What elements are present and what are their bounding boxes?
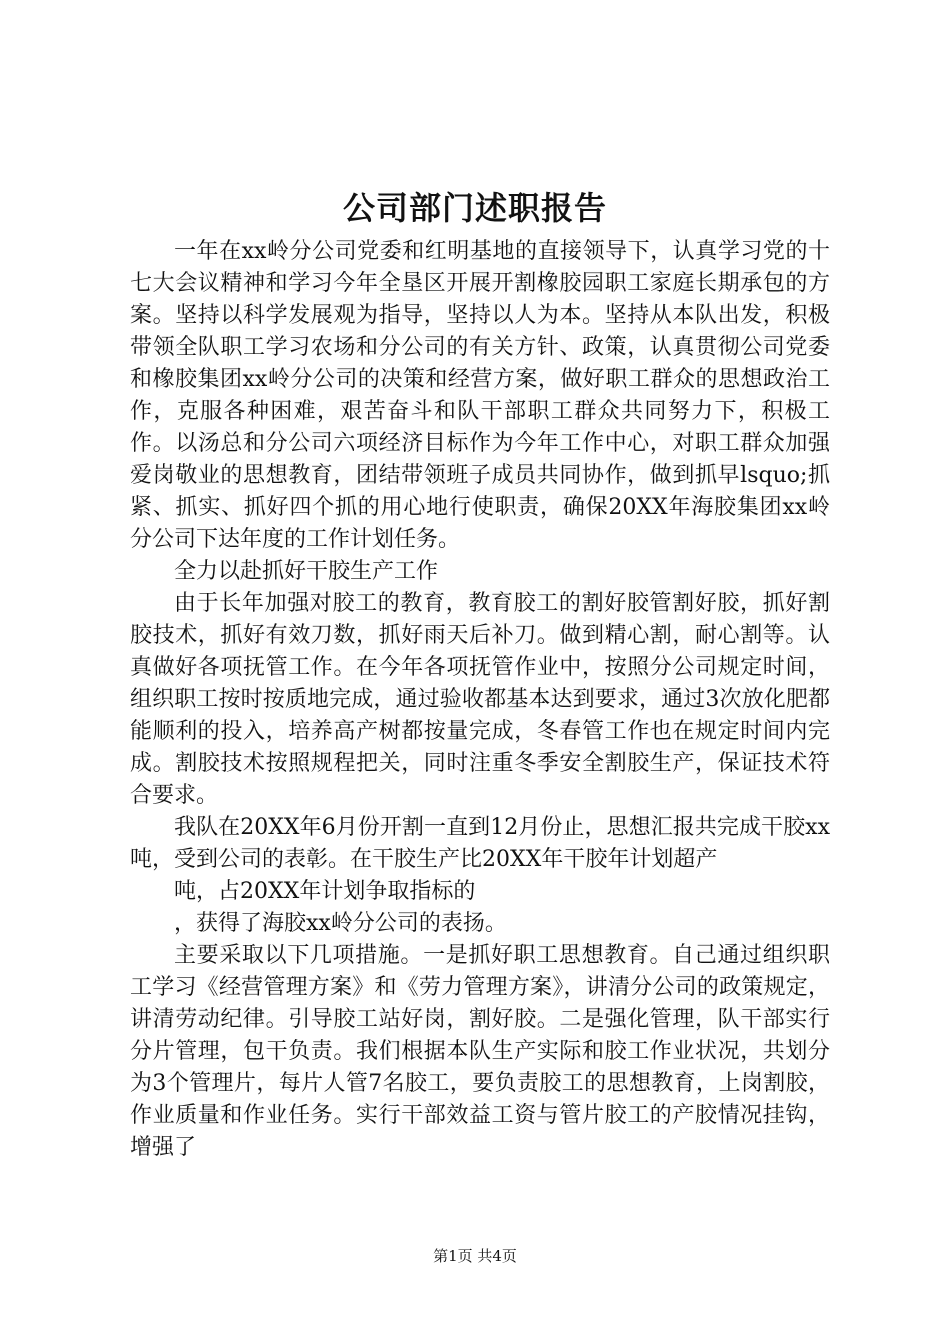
paragraph: 一年在xx岭分公司党委和红明基地的直接领导下，认真学习党的十七大会议精神和学习今年全垦区开展开割橡胶园职工家庭长期承包的方案。坚持以科学发展观为指导，坚持以人为本。坚持从本队出发，积极带领全队职工学习农场和分公司的有关方针、政策，认真贯彻公司党委和橡胶集团xx岭分公司的决策和经营方案，做好职工群众的思想政治工作，克服各种困难，艰苦奋斗和队干部职工群众共同努力下，积极工作。以汤总和分公司六项经济目标作为今年工作中心，对职工群众加强爱岗敬业的思想教育，团结带领班子成员共同协作，做到抓早lsquo;抓紧、抓实、抓好四个抓的用心地行使职责，确保20XX年海胶集团xx岭分公司下达年度的工作计划任务。 <box>130 239 830 552</box>
page-number-footer: 第1页 共4页 <box>433 1247 517 1265</box>
paragraph: 吨，占20XX年计划争取指标的 <box>174 879 476 904</box>
section-heading: 全力以赴抓好干胶生产工作 <box>174 559 439 584</box>
paragraph: 我队在20XX年6月份开割一直到12月份止，思想汇报共完成干胶xx吨，受到公司的表彰。在干胶生产比20XX年干胶年计划超产 <box>130 815 830 872</box>
document-title: 公司部门述职报告 <box>342 189 607 227</box>
paragraph: 由于长年加强对胶工的教育，教育胶工的割好胶管割好胶，抓好割胶技术，抓好有效刀数，抓好雨天后补刀。做到精心割，耐心割等。认真做好各项抚管工作。在今年各项抚管作业中，按照分公司规定时间，组织职工按时按质地完成，通过验收都基本达到要求，通过3次放化肥都能顺利的投入，培养高产树都按量完成，冬春管工作也在规定时间内完成。割胶技术按照规程把关，同时注重冬季安全割胶生产，保证技术符合要求。 <box>130 591 830 808</box>
paragraph: ，获得了海胶xx岭分公司的表扬。 <box>174 911 507 936</box>
document-body <box>130 236 830 1164</box>
paragraph: 主要采取以下几项措施。一是抓好职工思想教育。自己通过组织职工学习《经营管理方案》和《劳力管理方案》，讲清分公司的政策规定，讲清劳动纪律。引导胶工站好岗，割好胶。二是强化管理，队干部实行分片管理，包干负责。我们根据本队生产实际和胶工作业状况，共划分为3个管理片，每片人管7名胶工，要负责胶工的思想教育，上岗割胶，作业质量和作业任务。实行干部效益工资与管片胶工的产胶情况挂钩，增强了 <box>130 943 830 1160</box>
